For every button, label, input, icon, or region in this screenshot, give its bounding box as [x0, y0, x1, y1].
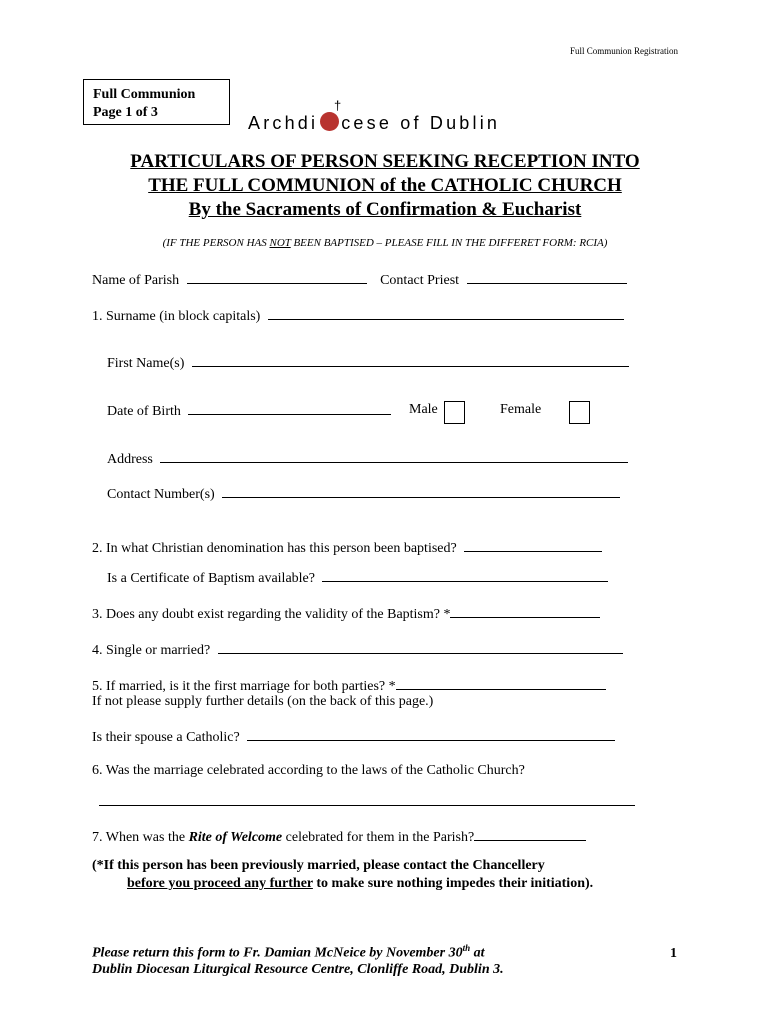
priest-field[interactable]: [467, 271, 627, 284]
surname-label: 1. Surname (in block capitals): [92, 309, 261, 324]
first-name-field[interactable]: [192, 354, 629, 367]
warning-line2: before you proceed any further to make sure nothing impedes their initiation).: [127, 876, 594, 891]
parish-row: [92, 271, 627, 289]
form-title-line1: PARTICULARS OF PERSON SEEKING RECEPTION INTO: [130, 151, 640, 172]
parish-label: Name of Parish: [92, 273, 180, 288]
q4-label: 4. Single or married?: [92, 643, 211, 658]
male-label: Male: [409, 402, 438, 417]
q4-field[interactable]: [218, 641, 623, 654]
q5c-row: [92, 728, 615, 746]
rcia-note: (IF THE PERSON HAS NOT BEEN BAPTISED – PLEASE FILL IN THE DIFFERET FORM: RCIA): [162, 237, 608, 249]
warning-underline: before you proceed any further: [127, 876, 313, 891]
logo-text-part1: Archdi: [248, 113, 319, 133]
dob-label: Date of Birth: [107, 404, 181, 419]
parish-field[interactable]: [187, 271, 367, 284]
q2-label: 2. In what Christian denomination has this person been baptised?: [92, 541, 457, 556]
form-title-line2: THE FULL COMMUNION of the CATHOLIC CHURCH: [148, 175, 622, 196]
document-label: Full Communion Registration: [569, 46, 678, 56]
first-name-label: First Name(s): [107, 356, 185, 371]
q5-row: [92, 677, 606, 695]
q4-row: [92, 641, 623, 659]
male-checkbox[interactable]: [444, 401, 465, 424]
rite-of-welcome-emphasis: Rite of Welcome: [188, 830, 283, 845]
q5c-field[interactable]: [247, 728, 615, 741]
priest-label: Contact Priest: [380, 273, 460, 288]
red-circle-icon: [320, 112, 339, 131]
q7-field[interactable]: [474, 828, 586, 841]
page-indicator-box: [83, 79, 230, 125]
address-field[interactable]: [160, 450, 628, 463]
form-title-line3: By the Sacraments of Confirmation & Eucharist: [188, 199, 582, 220]
address-row: [107, 450, 628, 468]
page-box-count: Page 1 of 3: [93, 105, 158, 120]
page-number: 1: [670, 946, 677, 961]
first-name-row: [107, 354, 629, 372]
footer-line2: Dublin Diocesan Liturgical Resource Centre, Clonliffe Road, Dublin 3.: [92, 962, 504, 977]
cross-icon: †: [334, 98, 342, 113]
q7-row: 7. When was the Rite of Welcome celebrated for them in the Parish?: [92, 828, 586, 846]
q5-label: 5. If married, is it the first marriage for both parties? *: [92, 679, 396, 694]
dob-field[interactable]: [188, 402, 391, 415]
surname-row: [92, 307, 624, 325]
q6-label: 6. Was the marriage celebrated according to the laws of the Catholic Church?: [92, 763, 525, 778]
q2b-row: [107, 569, 608, 587]
q3-field[interactable]: [450, 605, 600, 618]
address-label: Address: [107, 452, 153, 467]
q5-field[interactable]: [396, 677, 606, 690]
footer-line1: Please return this form to Fr. Damian McNeice by November 30th at: [92, 943, 485, 961]
archdiocese-logo: [248, 98, 528, 134]
q2b-field[interactable]: [322, 569, 608, 582]
not-emphasis: NOT: [269, 237, 291, 249]
surname-field[interactable]: [268, 307, 624, 320]
q5c-label: Is their spouse a Catholic?: [92, 730, 240, 745]
logo-text-part2: cese of Dublin: [341, 113, 501, 133]
q5b-text: If not please supply further details (on the back of this page.): [92, 694, 434, 709]
female-label: Female: [500, 402, 542, 417]
q2-field[interactable]: [464, 539, 602, 552]
female-checkbox[interactable]: [569, 401, 590, 424]
q2b-label: Is a Certificate of Baptism available?: [107, 571, 315, 586]
q3-row: [92, 605, 600, 623]
dob-row: [107, 402, 391, 420]
warning-line1: (*If this person has been previously married, please contact the Chancellery: [92, 858, 545, 873]
contact-label: Contact Number(s): [107, 487, 215, 502]
contact-row: [107, 485, 620, 503]
q3-label: 3. Does any doubt exist regarding the validity of the Baptism? *: [92, 607, 451, 622]
q6-field[interactable]: [99, 793, 635, 806]
q2-row: [92, 539, 602, 557]
contact-field[interactable]: [222, 485, 620, 498]
page-box-title: Full Communion: [93, 87, 196, 102]
